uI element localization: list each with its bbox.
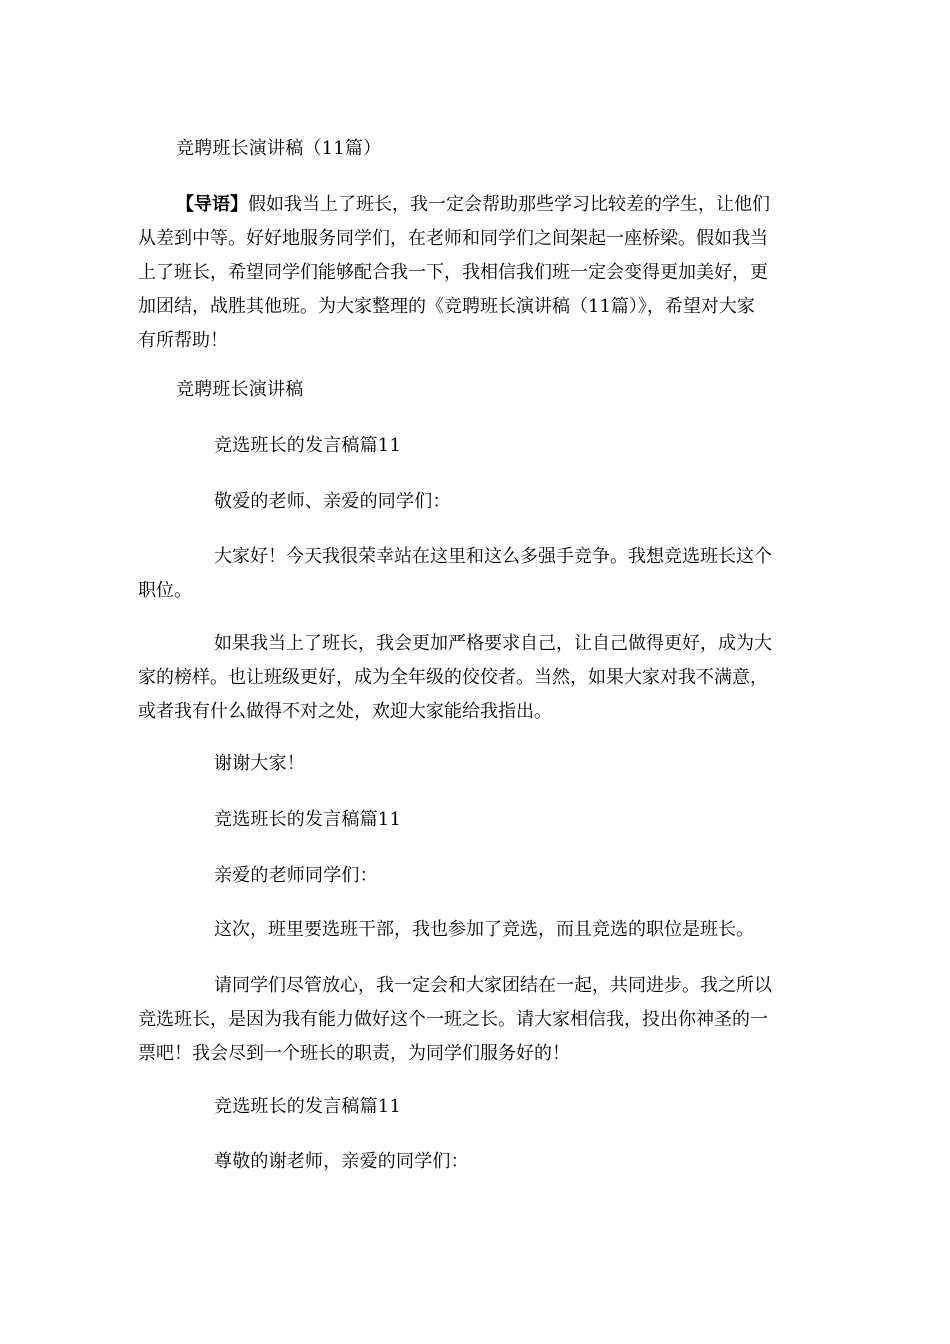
intro-line-5: 有所帮助！ <box>138 330 228 351</box>
document-title: 竞聘班长演讲稿（11篇） <box>176 138 382 159</box>
speech1-greeting: 敬爱的老师、亲爱的同学们： <box>214 491 451 512</box>
speech2-greeting: 亲爱的老师同学们： <box>214 865 378 886</box>
intro-line-4: 加团结，战胜其他班。为大家整理的《竞聘班长演讲稿（11篇）》，希望对大家 <box>138 296 755 317</box>
speech1-heading: 竞选班长的发言稿篇11 <box>214 435 402 456</box>
intro-line-3: 上了班长，希望同学们能够配合我一下，我相信我们班一定会变得更加美好，更 <box>138 262 768 283</box>
speech3-heading: 竞选班长的发言稿篇11 <box>214 1096 402 1117</box>
intro-line-1: 【导语】假如我当上了班长，我一定会帮助那些学习比较差的学生，让他们 <box>176 194 770 215</box>
speech1-para2: 如果我当上了班长，我会更加严格要求自己，让自己做得更好，成为大 家的榜样。也让班级更好，成为全年级的佼佼者。当然，如果大家对我不满意， 或者我有什么做得不对之处，欢迎大家能给我指出。 <box>138 633 772 722</box>
intro-paragraph <box>138 188 814 358</box>
section-title: 竞聘班长演讲稿 <box>176 379 304 400</box>
speech1-closing: 谢谢大家！ <box>214 753 305 774</box>
speech2-para2: 请同学们尽管放心，我一定会和大家团结在一起，共同进步。我之所以 竞选班长，是因为我有能力做好这个一班之长。请大家相信我，投出你神圣的一 票吧！我会尽到一个班长的职责，为同学们服务好的！ <box>138 975 772 1064</box>
speech2-para1: 这次，班里要选班干部，我也参加了竞选，而且竞选的职位是班长。 <box>214 919 754 940</box>
intro-line-2: 从差到中等。好好地服务同学们，在老师和同学们之间架起一座桥梁。假如我当 <box>138 228 768 249</box>
speech1-para1: 大家好！今天我很荣幸站在这里和这么多强手竞争。我想竞选班长这个 职位。 <box>138 546 772 601</box>
intro-label: 【导语】 <box>176 194 248 215</box>
speech3-greeting: 尊敬的谢老师，亲爱的同学们： <box>214 1151 469 1172</box>
speech2-heading: 竞选班长的发言稿篇11 <box>214 809 402 830</box>
